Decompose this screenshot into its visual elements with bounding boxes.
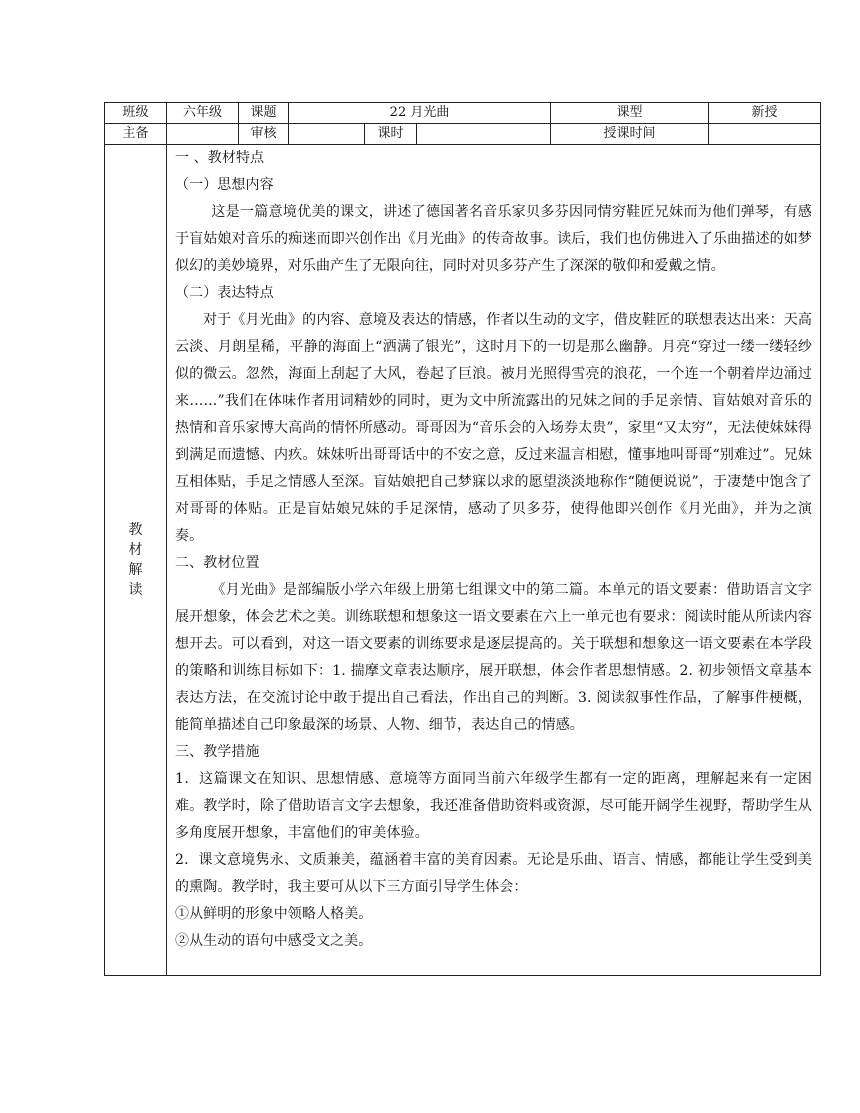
time-value	[709, 124, 821, 145]
list-item: ②从生动的语句中感受文之美。	[175, 933, 373, 949]
paragraph: 《月光曲》是部编版小学六年级上册第七组课文中的第二篇。本单元的语文要素：借助语言文字展开想象，体会艺术之美。训练联想和想象这一语文要素在六上一单元也有要求：阅读时能从所读内容想开去。可以看到，对这一语文要素的训练要求是逐层提高的。关于联想和想象这一语文要素在本学段的策略和训练目标如下：1. 揣摩文章表达顺序，展开联想，体会作者思想情感。2. 初步领悟文章基本表达方法，在交流讨论中敢于提出自己看法，作出自己的判断。3. 阅读叙事性作品，了解事件梗概，能简单描述自己印象最深的场景、人物、细节，表达自己的情感。	[175, 582, 813, 733]
lesson-plan-table	[104, 102, 821, 976]
review-label: 审核	[239, 124, 289, 145]
paragraph: 对于《月光曲》的内容、意境及表达的情感，作者以生动的文字，借皮鞋匠的联想表达出来：天高云淡、月朗星稀，平静的海面上“洒满了银光”，这时月下的一切是那么幽静。月亮“穿过一缕一缕轻纱似的微云。忽然，海面上刮起了大风，卷起了巨浪。被月光照得雪亮的浪花，一个连一个朝着岸边涌过来……”我们在体味作者用词精妙的同时，更为文中所流露出的兄妹之间的手足亲情、盲姑娘对音乐的热情和音乐家博大高尚的情怀所感动。哥哥因为“音乐会的入场券太贵”，家里“又太穷”，无法使妹妹得到满足而遗憾、内疚。妹妹听出哥哥话中的不安之意，反过来温言相慰，懂事地叫哥哥“别难过”。兄妹互相体贴，手足之情感人至深。盲姑娘把自己梦寐以求的愿望淡淡地称作“随便说说”，于凄楚中饱含了对哥哥的体贴。正是盲姑娘兄妹的手足深情，感动了贝多芬，使得他即兴创作《月光曲》，并为之演奏。	[175, 312, 813, 544]
section-1-heading: 一 、教材特点	[175, 150, 265, 166]
type-label: 课型	[551, 103, 709, 124]
subsection-1a-heading: （一）思想内容	[175, 177, 274, 193]
section-side-label	[105, 145, 167, 976]
content-row	[105, 145, 821, 976]
side-label-char: 读	[128, 582, 143, 598]
class-label: 班级	[105, 103, 167, 124]
subsection-1b-heading: （二）表达特点	[175, 285, 274, 301]
paragraph: 这是一篇意境优美的课文，讲述了德国著名音乐家贝多芬因同情穷鞋匠兄妹而为他们弹琴，有感于盲姑娘对音乐的痴迷而即兴创作出《月光曲》的传奇故事。读后，我们也仿佛进入了乐曲描述的如梦似幻的美妙境界，对乐曲产生了无限向往，同时对贝多芬产生了深深的敬仰和爱戴之情。	[175, 204, 813, 274]
content-cell	[167, 145, 821, 976]
lead-label: 主备	[105, 124, 167, 145]
topic-value: 22 月光曲	[289, 103, 551, 124]
paragraph: 2．课文意境隽永、文质兼美，蕴涵着丰富的美育因素。无论是乐曲、语言、情感，都能让学生受到美的熏陶。教学时，我主要可从以下三方面引导学生体会：	[175, 852, 813, 895]
hours-label: 课时	[365, 124, 417, 145]
content-body	[175, 145, 812, 955]
list-item: ①从鲜明的形象中领略人格美。	[175, 906, 373, 922]
header-row-2	[105, 124, 821, 145]
header-row-1	[105, 103, 821, 124]
section-2-heading: 二、教材位置	[175, 555, 260, 571]
type-value: 新授	[709, 103, 821, 124]
lead-value	[167, 124, 239, 145]
side-label-char: 教	[128, 522, 143, 538]
section-3-heading: 三、教学措施	[175, 744, 260, 760]
hours-value	[417, 124, 551, 145]
class-value: 六年级	[167, 103, 239, 124]
time-label: 授课时间	[551, 124, 709, 145]
review-value	[289, 124, 365, 145]
topic-label: 课题	[239, 103, 289, 124]
paragraph: 1．这篇课文在知识、思想情感、意境等方面同当前六年级学生都有一定的距离，理解起来有一定困难。教学时，除了借助语言文字去想象，我还准备借助资料或资源，尽可能开阔学生视野，帮助学生从多角度展开想象，丰富他们的审美体验。	[175, 771, 813, 841]
side-label-char: 解	[128, 562, 143, 578]
side-label-char: 材	[128, 542, 143, 558]
